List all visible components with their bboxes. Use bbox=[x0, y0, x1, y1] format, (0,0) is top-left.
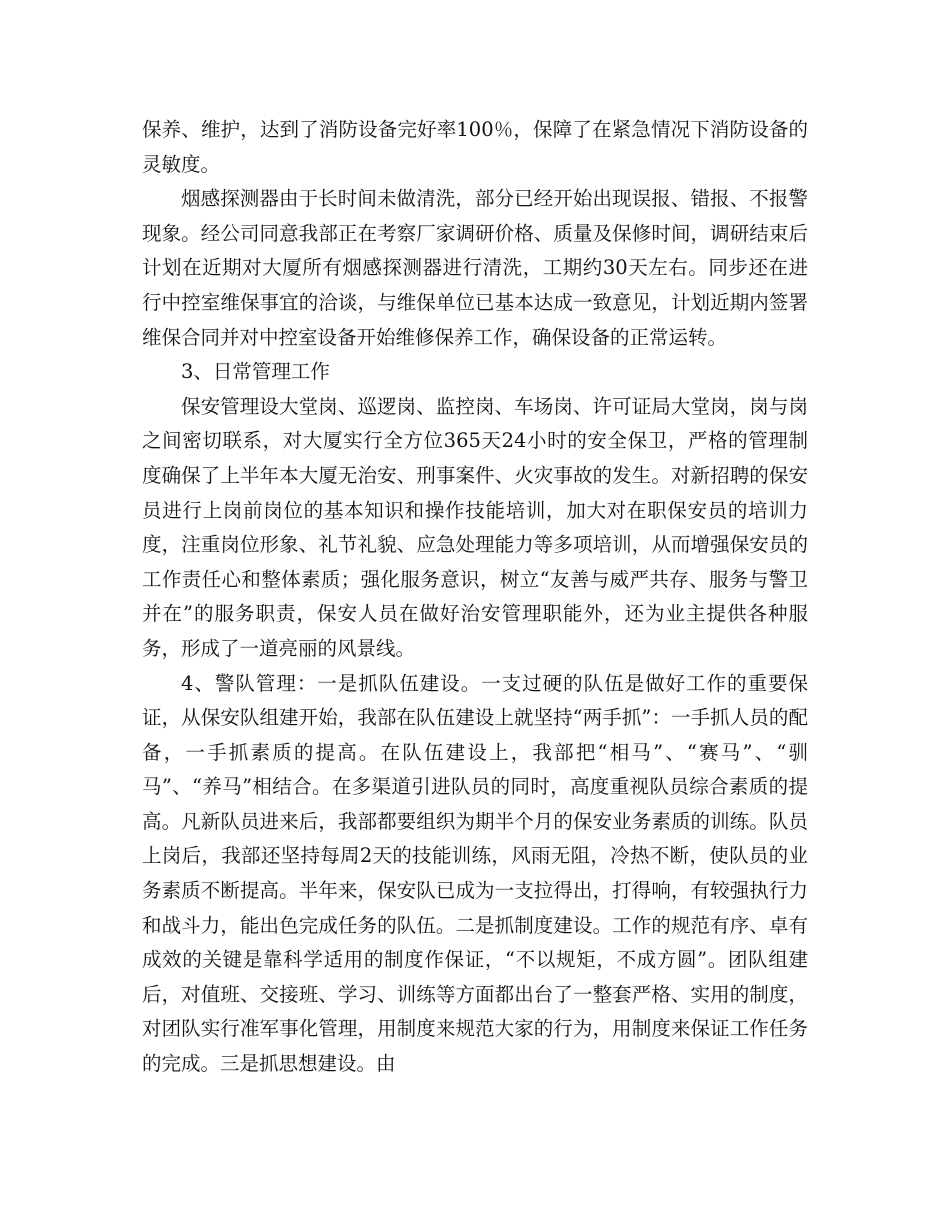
paragraph-security-management: 保安管理设大堂岗、巡逻岗、监控岗、车场岗、许可证局大堂岗，岗与岗之间密切联系，对大厦实行全方位365天24小时的安全保卫，严格的管理制度确保了上半年本大厦无治安、刑事案件、火灾事故的发生。对新招聘的保安员进行上岗前岗位的基本知识和操作技能培训，加大对在职保安员的培训力度，注重岗位形象、礼节礼貌、应急处理能力等多项培训，从而增强保安员的工作责任心和整体素质；强化服务意识，树立“友善与威严共存、服务与警卫并在”的服务职责，保安人员在做好治安管理职能外，还为业主提供各种服务，形成了一道亮丽的风景线。 bbox=[142, 394, 808, 660]
document-body bbox=[142, 113, 808, 1082]
paragraph-maintenance-end: 保养、维护，达到了消防设备完好率100％，保障了在紧急情况下消防设备的灵敏度。 bbox=[142, 118, 808, 176]
section-heading-daily-management: 3、日常管理工作 bbox=[181, 360, 330, 384]
paragraph-smoke-detector: 烟感探测器由于长时间未做清洗，部分已经开始出现误报、错报、不报警现象。经公司同意我部正在考察厂家调研价格、质量及保修时间，调研结束后计划在近期对大厦所有烟感探测器进行清洗，工期约30天左右。同步还在进行中控室维保事宜的洽谈，与维保单位已基本达成一致意见，计划近期内签署维保合同并对中控室设备开始维修保养工作，确保设备的正常运转。 bbox=[142, 187, 808, 349]
paragraph-guard-team-management: 4、警队管理：一是抓队伍建设。一支过硬的队伍是做好工作的重要保证，从保安队组建开始，我部在队伍建设上就坚持“两手抓”：一手抓人员的配备，一手抓素质的提高。在队伍建设上，我部把“相马”、“赛马”、“驯马”、“养马”相结合。在多渠道引进队员的同时，高度重视队员综合素质的提高。凡新队员进来后，我部都要组织为期半个月的保安业务素质的训练。队员上岗后，我部还坚持每周2天的技能训练，风雨无阻，冷热不断，使队员的业务素质不断提高。半年来，保安队已成为一支拉得出，打得响，有较强执行力和战斗力，能出色完成任务的队伍。二是抓制度建设。工作的规范有序、卓有成效的关键是靠科学适用的制度作保证，“不以规矩，不成方圆”。团队组建后，对值班、交接班、学习、训练等方面都出台了一整套严格、实用的制度，对团队实行准军事化管理，用制度来规范大家的行为，用制度来保证工作任务的完成。三是抓思想建设。由 bbox=[142, 671, 808, 1076]
